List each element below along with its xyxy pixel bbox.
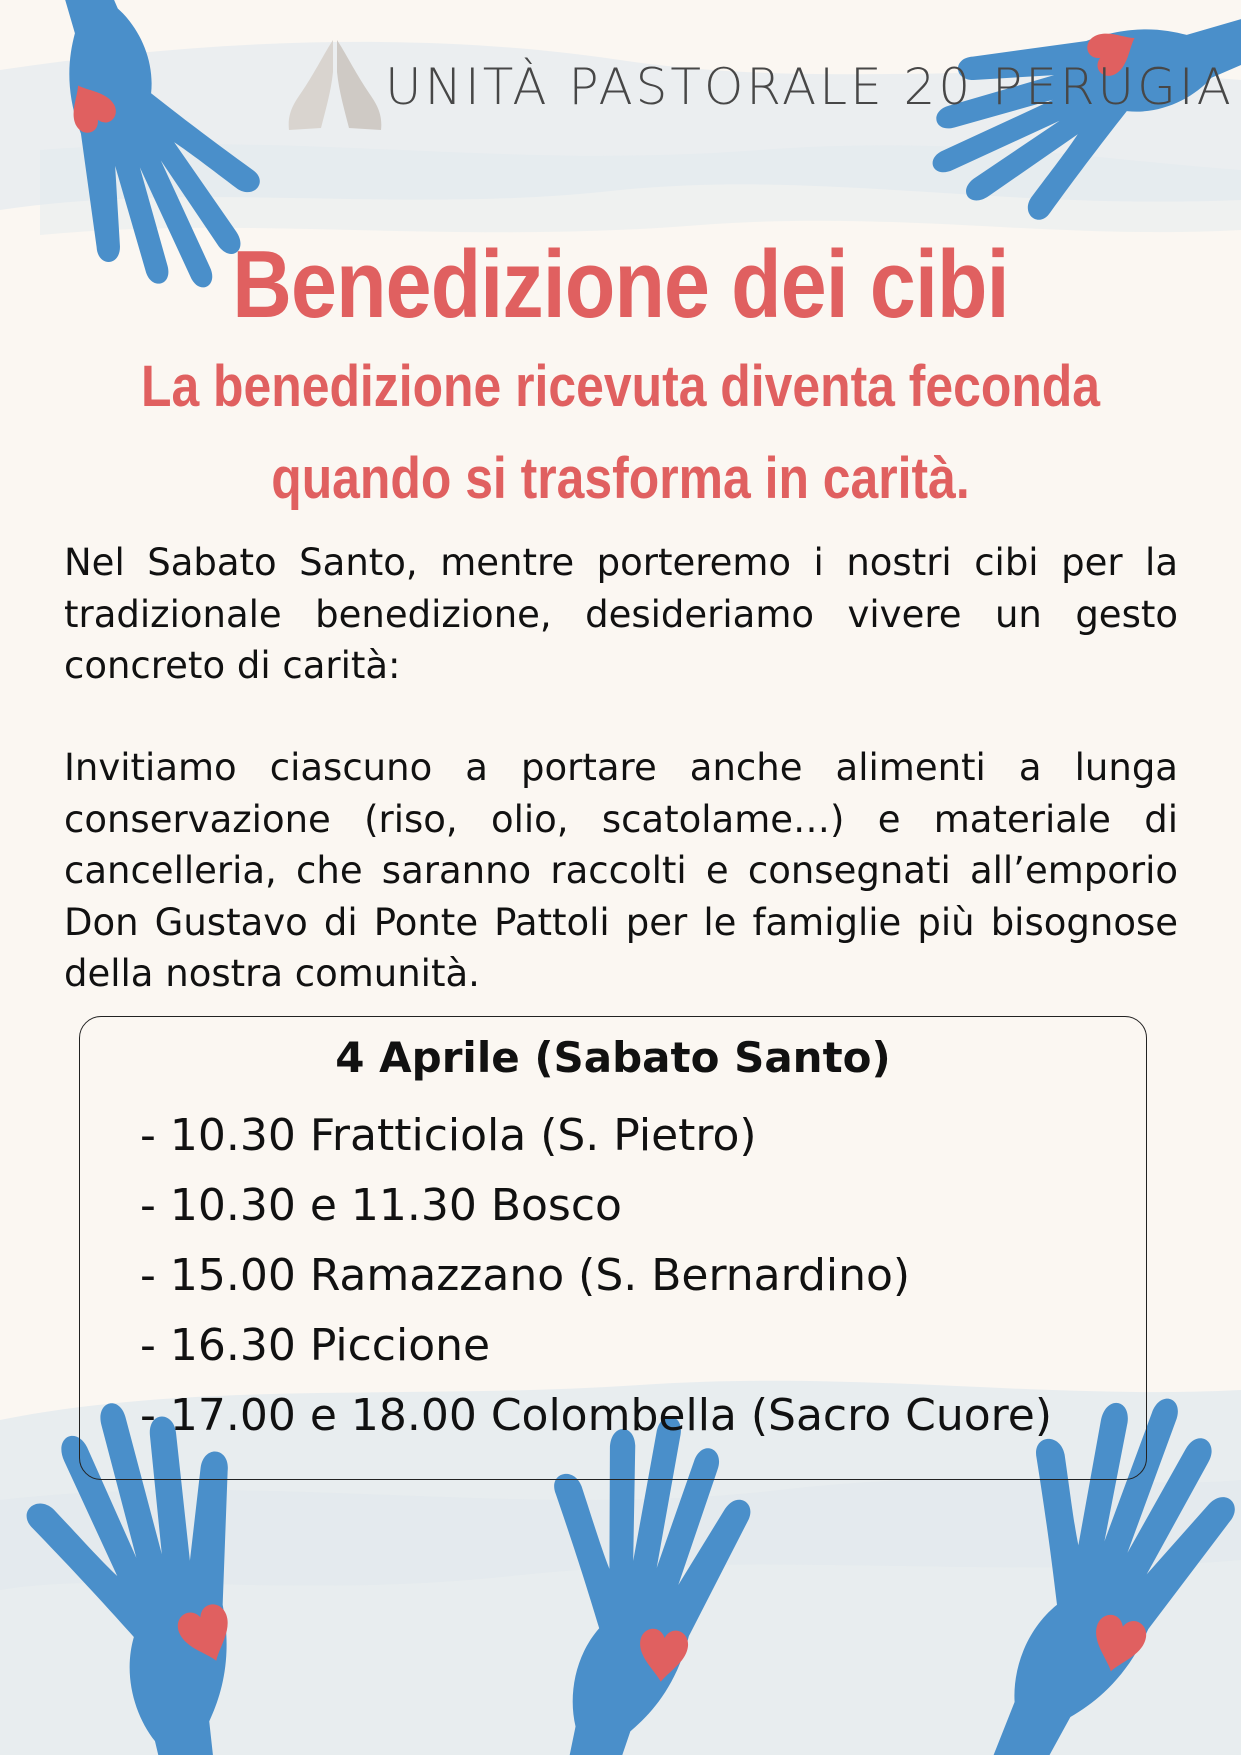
schedule-heading: 4 Aprile (Sabato Santo) [335, 1033, 891, 1082]
schedule-box [79, 1016, 1147, 1480]
subtitle-line-1: La benedizione ricevuta diventa feconda [140, 354, 1101, 419]
schedule-list [140, 1101, 1052, 1451]
intro-paragraph: Nel Sabato Santo, mentre porteremo i nostri cibi per la tradizionale benedizione, desideriamo vivere un gesto concreto di carità: [64, 541, 1178, 687]
schedule-item: - 16.30 Piccione [140, 1320, 491, 1371]
schedule-item: - 10.30 e 11.30 Bosco [140, 1180, 622, 1231]
subtitle-line-2: quando si trasforma in carità. [271, 446, 970, 511]
schedule-item: - 15.00 Ramazzano (S. Bernardino) [140, 1250, 911, 1301]
org-name: UNITÀ PASTORALE 20 PERUGIA [385, 58, 1234, 116]
schedule-item: - 10.30 Fratticiola (S. Pietro) [140, 1110, 757, 1161]
invitation-paragraph: Invitiamo ciascuno a portare anche alimenti a lunga conservazione (riso, olio, scatolame…) e materiale di cancelleria, che saranno raccolti e consegnati all’emporio Don Gustavo di Ponte Pattoli per le famiglie più bisognose della nostra comunità. [64, 746, 1178, 995]
page-title: Benedizione dei cibi [232, 231, 1009, 338]
schedule-item: - 17.00 e 18.00 Colombella (Sacro Cuore) [140, 1390, 1053, 1441]
praying-hands-icon [285, 32, 385, 142]
header [285, 32, 1234, 142]
